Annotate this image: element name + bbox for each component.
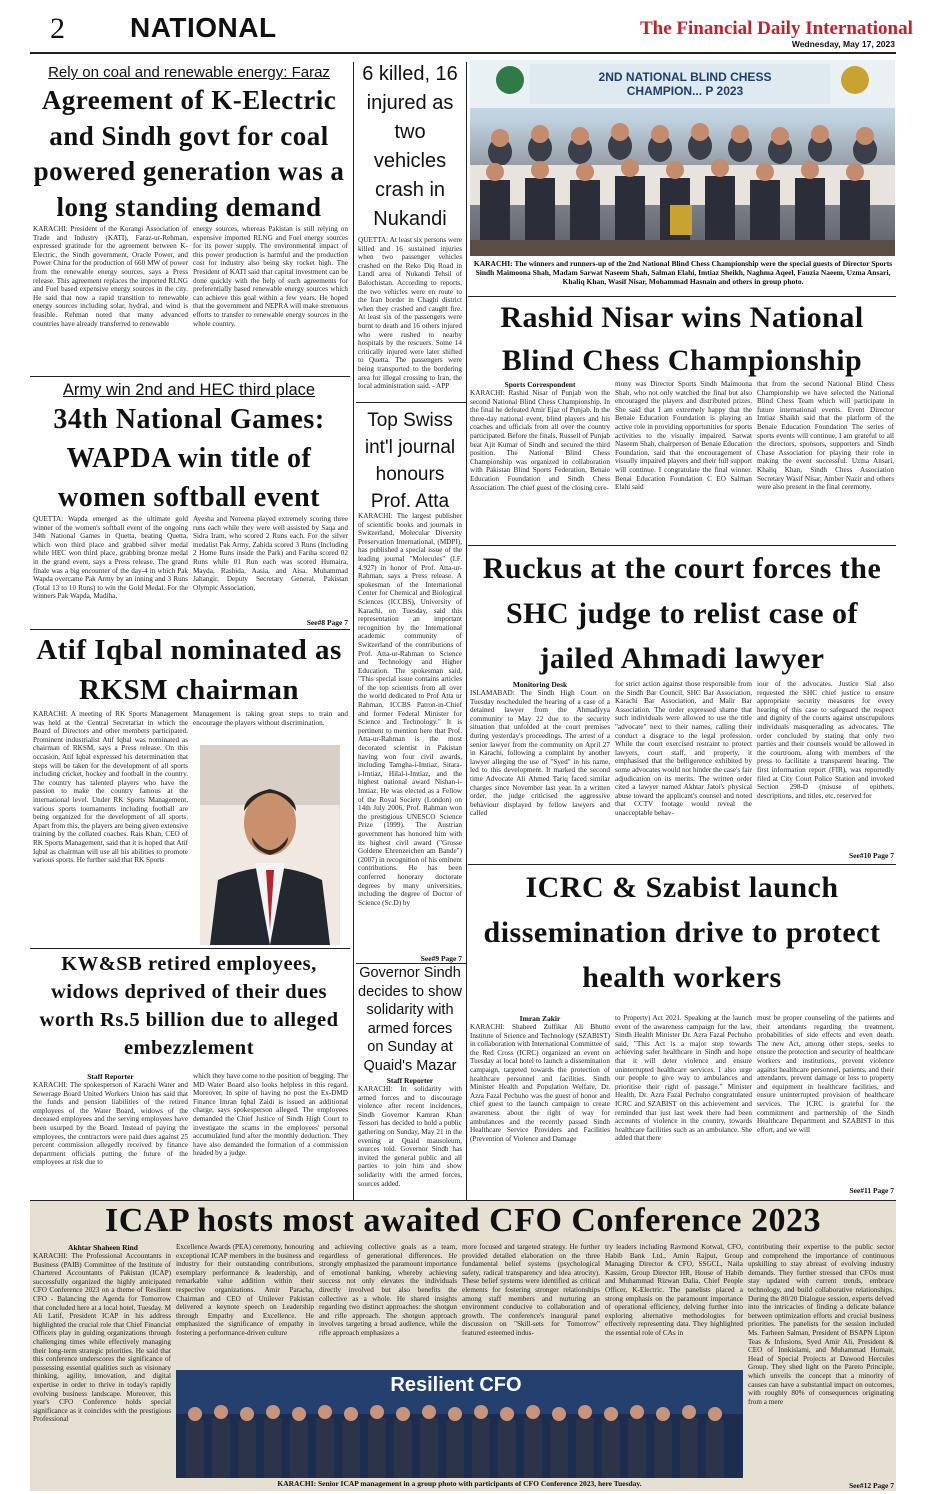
ruckus-byline: Monitoring Desk [512, 680, 568, 689]
page-number: 2 [50, 12, 65, 45]
icap-col-1: KARACHI: The Professional Accountants in Business (PAIB) Committee of the Institute of Chartered Accountants of Pakistan (ICAP) successfully organized the highly anticipated CFO Conference 2023 on a theme of Resilient CFO - Balancing the Agenda for Tomorrow that concluded here at a local hotel, Tuesday. M Ali Latif, President ICAP in his address highlighted the crucial role that Chief Financial Officers play in guiding organizations through challenging times while effectively managing their long-term strategic priorities. He said that this conference underscores the significance of possessing essential qualities such as visionary thinking, agility, innovation, and digital expertise in order to thrive in today's rapidly evolving business landscape. Moreover, this year's CFO Conference holds special significance as it coincides with the prestigious Professional [33, 1252, 171, 1424]
icrc-byline: Imran Zakir [519, 1014, 561, 1023]
portrait-illustration [200, 745, 340, 945]
divider [30, 948, 350, 949]
ruckus-col-3: iour of the advocates. Justice Sial also requested the SHC chief justice to ensure appropriate security measures for every hearing of this case to safeguard the respect and dignity of the courts against unscrupulous individuals masquerading as advocates. The order concluded by stating that only two parties and their counsels would be allowed in the courtroom, along with members of the press to facilitate a transparent hearing. The first information report (FIR), was reportedly filed at City Court Police Station and invoked Section 298-D (misuse of epithets, descriptions, and titles, etc, reserved for [757, 680, 894, 800]
chess-photo [470, 60, 895, 256]
icap-jump[interactable]: See#12 Page 7 [849, 1481, 894, 1490]
kwsb-headline: KW&SB retired employees, widows deprived of their dues worth Rs.5 billion due to alleged embezzlement [39, 953, 339, 1059]
icrc-col-1: KARACHI: Shaheed Zulfikar Ali Bhutto Institute of Science and Technology (SZABIST) in collaboration with International Committee of the Red Cross (ICRC) organized an event on Tuesday at local hotel to launch a dissemination campaign, targeted towards the protection of healthcare personnel and facilities. Sindh Minister Health and Population Welfare, Dr. Azra Fazal Pechuho was the guest of honor and chief guest to the launch campaign to create awareness about the right of way for ambulances and the recently passed Sindh Healthcare Service Providers and Facilities (Prevention of Violence and Damage [470, 1023, 610, 1143]
masthead-rule [30, 52, 896, 54]
kwsb-col-1: KARACHI: The spokesperson of Karachi Water and Sewerage Board United Workers Union has said that the funds and pension liabilities of the retired employees of the Water Board, widows of the deceased employees and the serving employees have been usurped by the Board. Instead of paying the employees, the contractors were paid dues against 25 percent commission allegedly received by finance department officials putting the future of the employees at risk due to [33, 1081, 188, 1167]
games-kicker: Army win 2nd and HEC third place [62, 381, 316, 399]
ruckus-col-2: for strict action against those responsible from the Sindh Bar Council, SHC Bar Association, Karachi Bar Association, and Malir Bar Association. The order expressed shame that such individuals were allowed to use the title "advocate" next to their names, calling their conduct a disgrace to the legal profession. While the court exercised restraint to protect lawyers, court staff, and property, it emphasised that the belligerence exhibited by some advocates would not hinder the case's fair adjudication on its merits. The written order cited a lawyer named Akhtar Jatoi's physical abuse toward the applicant's counsel and noted that CCTV footage would reveal the unacceptable behav- [615, 680, 752, 817]
icap-col-2: Excellence Awards (PEA) ceremony, honouring exceptional ICAP members in the business and industry for their outstanding contributions, exemplary performance & leadership, and remarkable value addition within their respective organizations. Amir Paracha, Chairman and CEO of Unilever Pakistan delivered a keynote speech on Leadership through Empathy and Excellence. He emphasized the significance of empathy in fostering a performance-driven culture [176, 1243, 314, 1337]
chess-col-3: that from the second National Blind Chess Championship we have selected the National Blind Chess Team which will participate in future international events. Event Director Imtiaz Shaikh said that the platform of the Benaie Education Foundation The series of sports events will continue, I am grateful to all the directors, sponsors, supporters and Sindh Chase Association for playing their role in making the event successful. Uzma Ansari, Khaliq Khan, Sindh Chess Association Secretary Wasif Nisar, Amber Nazir and others were also present in the final ceremony. [757, 380, 894, 492]
chess-col-2: mony was Director Sports Sindh Maimoona Shah, who not only watched the final but also encouraged the players and distributed prizes. She said that I am extremely happy that the Benaie Education Foundation is playing an active role in providing opportunities for sports activities to the visually impaired. Sarwat Naseem Shah, chairperson of Benaie Education Foundation, said that the encouragement of visually impaired players and their full support will continue. I congratulate the final winner. Benai Education Foundation C EO Salman Elahi said [615, 380, 752, 492]
icrc-headline: ICRC & Szabist launch dissemination drive to protect health workers [483, 871, 881, 994]
section-title: NATIONAL [130, 12, 277, 43]
column-divider [353, 62, 354, 1200]
icap-col-5: try leaders including Ravmond Kotwal, CFO, Habib Bank Ltd., Amin Rajput, Group Managing Director & CFO, SSGCL, Naila Kassim, Group Director HR, House of Habib and Muhammad Rizwan Dalia, Chief People Officer, K-Electric. The panelists placed a strong emphasis on the paramount importance of operational efficiency, delving further into exploring alternative methodologies for effectively representing data. They highlighted the essential role of CAs in [605, 1243, 743, 1337]
kelectric-kicker: Rely on coal and renewable energy: Faraz [48, 64, 330, 81]
icap-headline: ICAP hosts most awaited CFO Conference 2023 [105, 1202, 821, 1239]
chess-banner-text: 2ND NATIONAL BLIND CHESS CHAMPION... P 2023 [598, 70, 772, 98]
chess-photo-caption: KARACHI: The winners and runners-up of the 2nd National Blind Chess Championship were the special guests of Director Sports Sindh Maimoona Shah, Madam Sarwat Naseem Shah, Salman Elahi, Imtiaz Sheikh, Naghma Aqeel, Fauzia Naeem, Uzma Ansari, Khaliq Khan, Wasif Nisar, Mohammad Hasnain and others in group photo. [473, 259, 893, 286]
icap-col-6: contributing their expertise to the public sector and comprehend the importance of continuous upskilling to stay abreast of evolving industry demands. They further stressed that CFOs must stay updated with current trends, embrace technology, and build collaborative relationships. During the 80/20 Dialogue session, experts delved into the intricacies of finding a delicate balance between optimization efforts and crucial business priorities. The panelists for the session included Ms. Farheen Salman, President of BSAPN Lipton Teas & Infusions, Syed Amir Ali, President & CEO of Innkislami, and Muhammad Humair, Head of Special Projects at Dawood Hercules Group. They shed light on the Pareto Principle, which unveils the concept that a minority of causes can have a substantial impact on outcomes, with roughly 80% of consequences originating from a mere [748, 1243, 894, 1406]
issue-date: Wednesday, May 17, 2023 [791, 39, 895, 49]
ruckus-headline: Ruckus at the court forces the SHC judge to relist case of jailed Ahmadi lawyer [482, 552, 882, 675]
governor-body: KARACHI: In solidarity with armed forces and to discourage violence after recent incidences, Sindh Governor Kamran Khan Tessori has decided to hold a public gathering on Sunday, May 21 in the evening at Quaid mausoleum, sources told. Governor Sindh has invited the general public and all parties to join him and show solidarity with the armed forces, sources added. [358, 1085, 462, 1188]
icrc-col-3: must be proper counseling of the patients and their attendants regarding the treatment, probabilities of side effects and even death. The new Act, among other steps, seeks to ensure the protection and security of healthcare workers and institutions, prevent violence against healthcare personnel, patients, and their attendants, prevent damage or loss to property and equipment in healthcare facilities, and ensure uninterrupted provision of healthcare services. The ICRC is grateful for the commitment and partnership of the Sindh Healthcare Department and SZABIST in this effort, and we will [757, 1014, 894, 1134]
icap-col-3: and achieving collective goals as a team, regardless of generational differences. He strongly emphasized the paramount importance of emotional banking, whereby achieving success not only elevates the individuals directly involved but also benefits the collective as a whole. He shared insights regarding two distinct approaches: the shotgun and rifle approach. The shotgun approach involves targeting a broad audience, while the rifle approach emphasizes a [319, 1243, 457, 1337]
kelectric-headline: Agreement of K-Electric and Sindh govt for coal powered generation was a long standing demand [33, 85, 345, 222]
nukandi-headline: 6 killed, 16 injured as two vehicles crash in Nukandi [362, 63, 458, 230]
games-headline: 34th National Games: WAPDA win title of women softball event [53, 404, 325, 513]
icap-photo-caption: KARACHI: Senior ICAP management in a group photo with participants of CFO Conference 2023, here Tuesday. [277, 1479, 642, 1488]
kwsb-byline: Staff Reporter [87, 1072, 134, 1081]
chess-byline: Sports Correspondent [504, 380, 576, 389]
divider [356, 402, 466, 403]
games-jump[interactable]: See#8 Page 7 [306, 618, 348, 627]
ruckus-jump[interactable]: See#10 Page 7 [849, 851, 894, 860]
governor-headline: Governor Sindh decides to show solidarity with armed forces on Sunday at Quaid's Mazar [358, 965, 462, 1074]
ruckus-col-1: ISLAMABAD: The Sindh High Court on Tuesday rescheduled the hearing of a case of a detained lawyer from the Ahmadiyya community to May 22 due to the security situation that unfolded at the court premises during yesterday's proceedings. The arrest of a senior lawyer from the community on April 27 in Karachi, following a complaint by another lawyer alleging the use of "Syed" in his name, led to this development. It marked the second time Advocate Ali Ahmed Tariq faced similar charges since November last year. In a written order, the judge criticised the aggressive behaviour displayed by fellow lawyers and called [470, 689, 610, 818]
paper-name: The Financial Daily International [640, 18, 913, 39]
icap-group-photo [176, 1370, 743, 1478]
swiss-headline: Top Swiss int'l journal honours Prof. Atta [364, 410, 456, 512]
kwsb-col-2: which they have come to the position of begging. The MD Water Board also looks helpless in this regard. Moreover, In spite of having no post the Ex-DMD Finance Imran Iqbal Zaidi is issued an additional charge, says spokesperson alleged. The employees demanded the Chief Justice of Sindh High Court to investigate the scams in the employees' personal accumulated fund after the monthly deduction. They have also demanded the formation of a commission headed by a judge. [193, 1072, 348, 1158]
icap-byline: Akhtar Shaheen Rind [68, 1243, 138, 1252]
kelectric-col-1: KARACHI: President of the Korangi Association of Trade and Industry (KATI), Faraz-ur-Rehman, expressed gratitude for the agreement between K-Electric, the Sindh government, Oracle Power, and Power China for the production of 660 MW of power from the renewable energy sources, says a Press release. This agreement replaces the imported RLNG and Fuel based expensive energy sources in the city. He said that now a rapid transition to renewable energy sources including solar, hydral, and wind is feasible. Rehman noted that many advanced countries have already transferred to renewable [33, 225, 188, 328]
icrc-col-2: to Property) Act 2021. Speaking at the launch event of the awareness campaign for the law, Sindh Health Minister Dr. Azra Fazal Pechuho said, "This Act is a major step towards achieving safer healthcare in Sindh and hope that it will deter violence and ensure uninterrupted healthcare services. I also urge our people to give way to ambulances and prioritise their right of passage." Minister Health, Dr. Azra Fazal Pechuho congratulated ICRC and SZABIST on this achievement and reminded that just last week there had been accounts of violence in the country, towards healthcare facilities such as an ambulance. She added that there [615, 1014, 752, 1143]
chess-headline: Rashid Nisar wins National Blind Chess Championship [500, 301, 864, 377]
column-divider [466, 62, 467, 1200]
governor-byline: Staff Reporter [386, 1076, 434, 1085]
icrc-jump[interactable]: See#11 Page 7 [849, 1186, 894, 1195]
icap-col-4: more focused and targeted strategy. He further provided detailed elaboration on the three fundamental belief systems (psychological safety, radical transparency and idea atrocity). These belief systems were identified as critical elements for fostering stronger relationships among staff members and nurturing an environment conducive to collaboration and growth. The conference's inaugural panel discussion on "Skill-sets for Tomorrow" featured esteemed indus- [462, 1243, 600, 1337]
swiss-body: KARACHI: The largest publisher of scientific books and journals in Switzerland, Molecular Diversity Preservation International, (MDPI), has published a special issue of the leading journal "Molecules" (I.F. 4.927) in honor of Prof. Atta-ur-Rahman, says a Press release. A spokesman of the International Center for Chemical and Biological Sciences (ICCBS), University of Karachi, on Tuesday, said this representation an important recognition by the International academic community of Switzerland of the contributions of Prof. Atta-ur-Rahman to Science and Technology and Higher Education. The spokesman said, "This special issue contains articles of the top scientists from all over the world dedicated to Prof Atta ur Rahman, ICCBS Patron-in-Chief and former Federal Minister for Science and Technology." It is pertinent to mention here that Prof. Atta-ur-Rahman is the most decorated scientist in Pakistan having won four civil awards, including Tamgha-i-Imtiaz, Sitara-i-Imtiaz, Hilal-i-Imtiaz, and the highest national award Nishan-i-Imtiaz. He was elected as a Fellow of the Royal Society (London) on 14th July 2006, Prof. Rahman won the prestigious UNESCO Science Prize (1999). The Austrian government has honored him with its highest civil award ("Grosse Goldene Ehrenzeichen am Bande") (2007) in recognition of his eminent contributions. He has been conferred honorary doctorate degrees by many universities, including the degree of Doctor of Science (Sc.D) by [358, 512, 462, 907]
kelectric-col-2: energy sources, whereas Pakistan is still relying on expensive imported RLNG and Fuel energy sources for its power supply. The environmental impact of this power production is harmful and the production cost for industry also being sky rocket high. The President of KATI said that capital investment can be done quickly with the help of such agreements for preferentially based renewable energy sources which can achieve this goal within a few years. He hoped that the government and NEPRA will make strenuous efforts to transfer to renewable energy sources in the whole country. [193, 225, 348, 328]
games-col-2: Ayesha and Noreena played extremely scoring three runs each while they were well assisted by Saqa and Sidra Iram, who scored 2 Runs each. For the silver medalist Pak Army, Zahida scored 3 Runs (Including 2 Home Runs inside the Park) and Fariha scored 02 Runs while 01 Run each was scored Humaira, Mayda, Rashida, Aasia, and Aisa. Muhammad Jahangir, Deputy Secretary General, Pakistan Olympic Association, [193, 515, 348, 592]
rksm-col-2: Management is taking great steps to train and encourage the players without discrimination. [193, 710, 348, 727]
chess-col-1: KARACHI: Rashid Nisar of Punjab won the second National Blind Chess Championship. In the final he defeated Amir Ejaz of Punjab. In the three-day national event, blind players and his coaches and officials from all over the country participated. Before the finals, Russell of Punjab beat Ajit Kumar of Sindh and secured the third position. The National Blind Chess Championship was organized in collaboration with Pakistan Blind Sports Federation, Benaie Education Foundation and Sindh Chess Association. The chief guest of the closing cere- [470, 389, 610, 492]
nukandi-body: QUETTA: At least six persons were killed and 16 sustained injuries when two passenger vehicles crashed on the Reko Diq Road in Landi area of Nukandi Tehsil of Balochistan. According to reports, the two vehicles were en route to the Iran border in Chaghi district when they crashed and caught fire. At least six of the passengers were burnt to death and 16 others injured who were rushed to nearby hospitals by the rescuers. Some 14 critically injured were later shifted to Quetta. The passengers were being transported to the bordering area for illegal crossing to Iran, the local administration said. - APP [358, 236, 462, 391]
rksm-col-1: KARACHI: A meeting of RK Sports Management was held at the Central Secretariat in which the Board of Directors and other members participated. Prominent industrialist Atif Iqbal was nominated as chairman of RKSM, says a Press release. On this occasion, Atif Iqbal expressed his determination that steps will be taken for the development of all sports including cricket, hockey and football in the country. The country has talented players who have the passion to make the country famous at the international level. Under RK Sports Management, various sports tournaments including football are being organized for the development of all sports. Apart from this, the players are being given extensive training by the collated coaches. Rais Khan, CEO of RK Sports Management, said that it is hoped that Atif Iqbal as chairman will use all his abilities to promote various sports. He further said that RK Sports [33, 710, 188, 865]
atif-iqbal-portrait [200, 745, 340, 945]
swiss-jump[interactable]: See#9 Page 7 [420, 954, 462, 963]
icap-photo-banner: Resilient CFO [390, 1374, 522, 1396]
divider [30, 376, 350, 377]
games-col-1: QUETTA: Wapda emerged as the ultimate gold winner of the women's softball event of the ongoing 34th National Games in Quetta, beating Quetta, which won third place and grabbed silver medal while HEC won third place, grabbing bronze medal in the grand event, says a Press release. The grand finale was a big encounter of the day-4 in which Pak Wapda overcame Pak Army by an inning and 3 Runs (Total 13 to 10 Runs) to win the Gold Medal. For the winners Pak Wapda, Madiha, [33, 515, 188, 601]
rksm-headline: Atif Iqbal nominated as RKSM chairman [36, 634, 342, 706]
